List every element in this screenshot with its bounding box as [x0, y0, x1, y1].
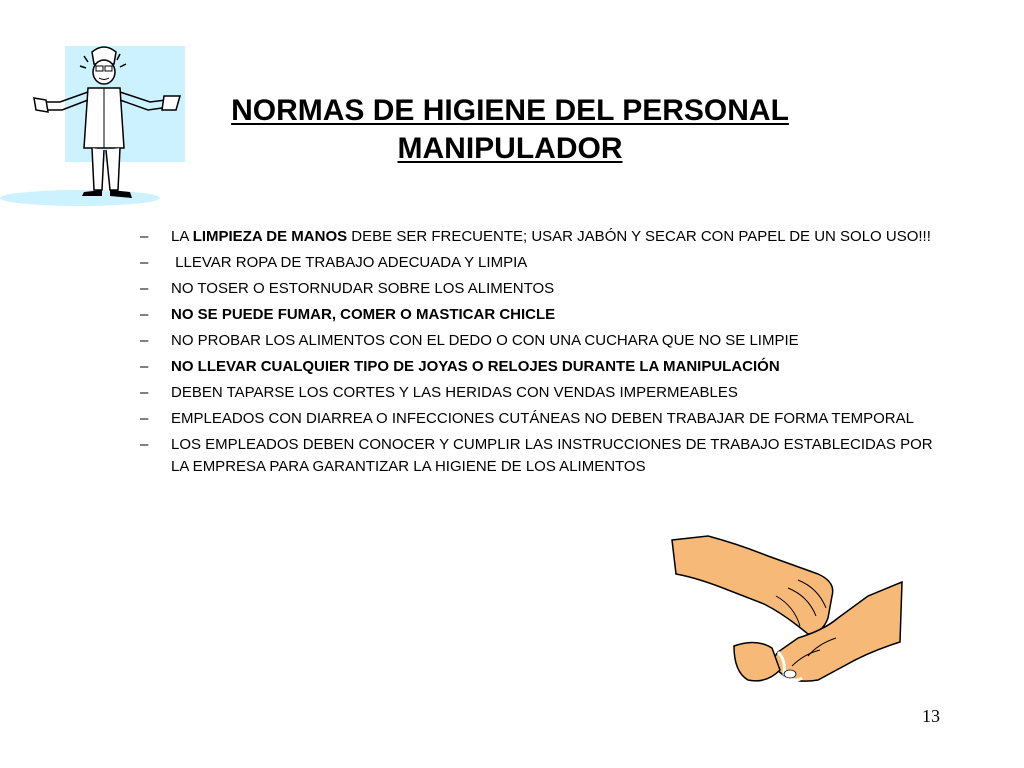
bullet-text: LOS EMPLEADOS DEBEN CONOCER Y CUMPLIR LAS INSTRUCCIONES DE TRABAJO ESTABLECIDAS POR LA EMPRESA PARA GARANTIZAR LA HIGIENE DE LOS ALIMENTOS: [171, 436, 933, 475]
title-line-1: NORMAS DE HIGIENE DEL PERSONAL: [231, 94, 789, 127]
list-item: [140, 434, 940, 478]
title-line-2: MANIPULADOR: [397, 132, 623, 165]
bullet-text: EMPLEADOS CON DIARREA O INFECCIONES CUTÁNEAS NO DEBEN TRABAJAR DE FORMA TEMPORAL: [171, 410, 914, 427]
list-item: [140, 356, 940, 378]
bullet-dash: –: [140, 254, 149, 271]
bullet-text: DEBEN TAPARSE LOS CORTES Y LAS HERIDAS CON VENDAS IMPERMEABLES: [171, 384, 738, 401]
bullet-bold-text: LIMPIEZA DE MANOS: [192, 228, 348, 245]
bullet-text: LLEVAR ROPA DE TRABAJO ADECUADA Y LIMPIA: [171, 254, 528, 271]
list-item: [140, 226, 940, 248]
bullet-bold-text: NO LLEVAR CUALQUIER TIPO DE JOYAS O RELOJES DURANTE LA MANIPULACIÓN: [171, 358, 780, 375]
bullet-dash: –: [140, 332, 149, 349]
list-item: [140, 408, 940, 430]
bullet-dash: –: [140, 410, 149, 427]
washing-hands-clipart-image: [668, 534, 908, 694]
bullet-text: NO TOSER O ESTORNUDAR SOBRE LOS ALIMENTOS: [171, 280, 555, 297]
list-item: [140, 252, 940, 274]
bullet-text: NO PROBAR LOS ALIMENTOS CON EL DEDO O CON UNA CUCHARA QUE NO SE LIMPIE: [171, 332, 799, 349]
slide-title: [180, 92, 840, 168]
list-item: [140, 304, 940, 326]
bullet-bold-text: NO SE PUEDE FUMAR, COMER O MASTICAR CHICLE: [171, 306, 556, 323]
list-item: [140, 382, 940, 404]
page-number: 13: [922, 706, 940, 726]
bullet-text: DEBE SER FRECUENTE; USAR JABÓN Y SECAR CON PAPEL DE UN SOLO USO!!!: [347, 228, 931, 245]
bullet-text: LA: [171, 228, 193, 245]
list-item: [140, 330, 940, 352]
bullet-dash: –: [140, 436, 149, 453]
chef-clipart-image: [0, 40, 190, 212]
list-item: [140, 278, 940, 300]
bullet-dash: –: [140, 280, 149, 297]
bullet-dash: –: [140, 228, 149, 245]
bullet-dash: –: [140, 384, 149, 401]
bullet-dash: –: [140, 306, 149, 323]
bullet-dash: –: [140, 358, 149, 375]
hygiene-rules-list: [140, 226, 940, 482]
